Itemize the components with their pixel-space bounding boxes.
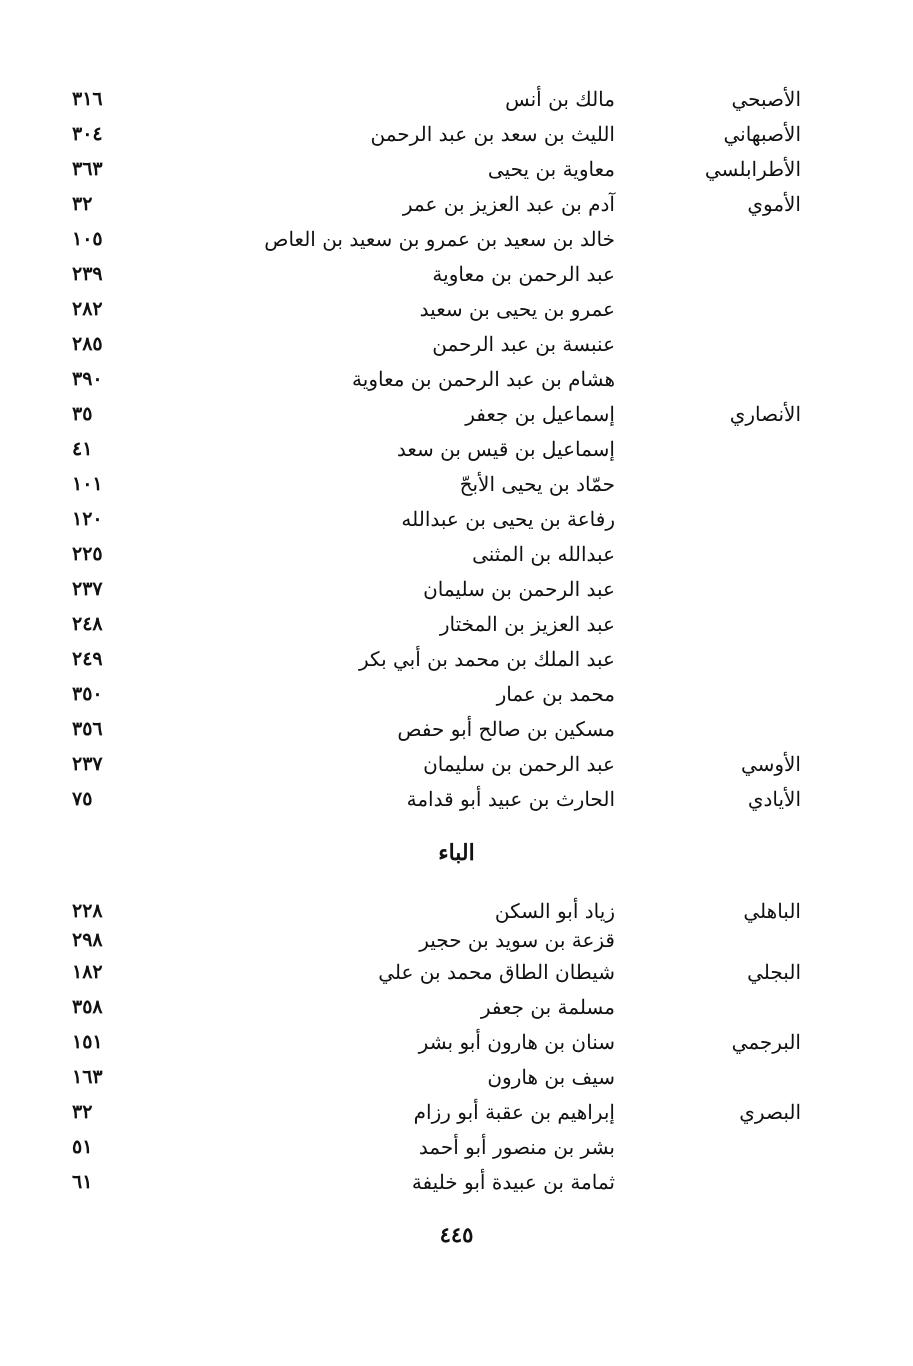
entry-nisba [601,222,801,256]
entry-nisba [601,467,801,501]
entry-name: الليث بن سعد بن عبد الرحمن [370,122,615,146]
entry-name: محمد بن عمار [496,682,615,706]
index-entry [0,292,913,326]
entry-nisba [601,292,801,326]
entry-page-number: ٢٢٨ [72,900,103,922]
entry-nisba [601,923,801,957]
entry-name: عبد الرحمن بن سليمان [423,577,615,601]
entry-name: خالد بن سعيد بن عمرو بن سعيد بن العاص [264,227,615,251]
index-entry [0,502,913,536]
entry-nisba [601,990,801,1024]
index-entry [0,362,913,396]
entry-name: سنان بن هارون أبو بشر [418,1030,615,1054]
entry-page-number: ٣١٦ [72,88,103,110]
entry-name: عبدالله بن المثنى [472,542,615,566]
entry-page-number: ٣٥٦ [72,718,103,740]
entry-name: معاوية بن يحيى [487,157,615,181]
entry-name: مالك بن أنس [505,87,615,111]
entry-page-number: ٧٥ [72,788,93,810]
entry-nisba [601,362,801,396]
entry-page-number: ٣٢ [72,193,93,215]
entry-name: عنبسة بن عبد الرحمن [432,332,615,356]
entry-page-number: ٣٩٠ [72,368,103,390]
entry-nisba [601,537,801,571]
section-title-baa: الباء [438,840,475,866]
index-entry [0,82,913,116]
entry-page-number: ٣٥ [72,403,93,425]
entry-page-number: ٣٦٣ [72,158,103,180]
index-entry [0,1095,913,1129]
index-entry [0,1060,913,1094]
entry-name: آدم بن عبد العزيز بن عمر [402,192,615,216]
index-entry [0,642,913,676]
index-entry [0,677,913,711]
index-entry [0,327,913,361]
entry-page-number: ٢٣٩ [72,263,103,285]
entry-page-number: ٥١ [72,1136,93,1158]
entry-nisba [601,642,801,676]
entry-name: قزعة بن سويد بن حجير [419,928,615,952]
entry-nisba [601,432,801,466]
index-entry [0,187,913,221]
index-entry [0,467,913,501]
entry-name: عبد الملك بن محمد بن أبي بكر [358,647,615,671]
index-entry [0,923,913,957]
entry-nisba [601,1130,801,1164]
entry-nisba: الأنصاري [729,402,801,426]
entry-page-number: ٤١ [72,438,93,460]
entry-nisba: البجلي [747,960,801,984]
page-number: ٤٤٥ [439,1222,474,1247]
entry-name: رفاعة بن يحيى بن عبدالله [401,507,615,531]
index-entry [0,712,913,746]
entry-nisba: الأصبهاني [723,122,801,146]
index-entry [0,257,913,291]
index-entry [0,222,913,256]
entry-page-number: ١٠٥ [72,228,103,250]
entry-nisba [601,327,801,361]
index-entry [0,572,913,606]
index-entry [0,747,913,781]
entry-nisba: الأوسي [740,752,801,776]
index-entry [0,955,913,989]
entry-page-number: ١٢٠ [72,508,103,530]
index-entry [0,1130,913,1164]
entry-nisba [601,677,801,711]
entry-page-number: ١٦٣ [72,1066,103,1088]
entry-page-number: ٣٠٤ [72,123,103,145]
index-entry [0,537,913,571]
entry-nisba: الأطرابلسي [704,157,801,181]
entry-nisba [601,502,801,536]
entry-nisba [601,1165,801,1199]
entry-name: سيف بن هارون [487,1065,615,1089]
index-entry [0,152,913,186]
entry-name: بشر بن منصور أبو أحمد [418,1135,615,1159]
entry-name: شيطان الطاق محمد بن علي [378,960,615,984]
entry-nisba: البرجمي [731,1030,801,1054]
entry-name: عبد الرحمن بن معاوية [432,262,615,286]
entry-nisba: الباهلي [743,899,801,923]
entry-name: عمرو بن يحيى بن سعيد [419,297,615,321]
entry-name: إسماعيل بن قيس بن سعد [396,437,615,461]
entry-name: ثمامة بن عبيدة أبو خليفة [411,1170,615,1194]
entry-nisba [601,572,801,606]
entry-name: حمّاد بن يحيى الأبحّ [459,472,615,496]
entry-nisba [601,1060,801,1094]
index-entry [0,117,913,151]
entry-page-number: ٢٨٥ [72,333,103,355]
index-entry [0,607,913,641]
entry-page-number: ٢٣٧ [72,753,103,775]
entry-page-number: ١٨٢ [72,961,103,983]
entry-page-number: ٢٤٨ [72,613,103,635]
entry-nisba [601,257,801,291]
index-entry [0,1165,913,1199]
entry-name: مسكين بن صالح أبو حفص [397,717,615,741]
entry-page-number: ٢٤٩ [72,648,103,670]
entry-nisba: الأموي [747,192,801,216]
index-entry [0,782,913,816]
entry-nisba: الأصبحي [731,87,801,111]
entry-name: إبراهيم بن عقبة أبو رزام [413,1100,615,1124]
entry-page-number: ٢٢٥ [72,543,103,565]
entry-nisba [601,712,801,746]
entry-page-number: ٦١ [72,1171,93,1193]
entry-page-number: ٣٥٨ [72,996,103,1018]
entry-page-number: ١٠١ [72,473,103,495]
entry-page-number: ١٥١ [72,1031,103,1053]
entry-name: هشام بن عبد الرحمن بن معاوية [352,367,615,391]
entry-nisba [601,607,801,641]
entry-page-number: ٢٩٨ [72,929,103,951]
entry-nisba: البصري [739,1100,801,1124]
entry-page-number: ٣٢ [72,1101,93,1123]
index-entry [0,990,913,1024]
entry-page-number: ٢٨٢ [72,298,103,320]
index-entry [0,432,913,466]
entry-name: إسماعيل بن جعفر [465,402,615,426]
entry-page-number: ٢٣٧ [72,578,103,600]
index-entry [0,397,913,431]
entry-name: عبد الرحمن بن سليمان [423,752,615,776]
entry-page-number: ٣٥٠ [72,683,103,705]
entry-name: زياد أبو السكن [494,899,615,923]
entry-name: مسلمة بن جعفر [480,995,615,1019]
entry-name: عبد العزيز بن المختار [439,612,615,636]
index-entry [0,1025,913,1059]
entry-name: الحارث بن عبيد أبو قدامة [406,787,615,811]
entry-nisba: الأيادي [747,787,801,811]
